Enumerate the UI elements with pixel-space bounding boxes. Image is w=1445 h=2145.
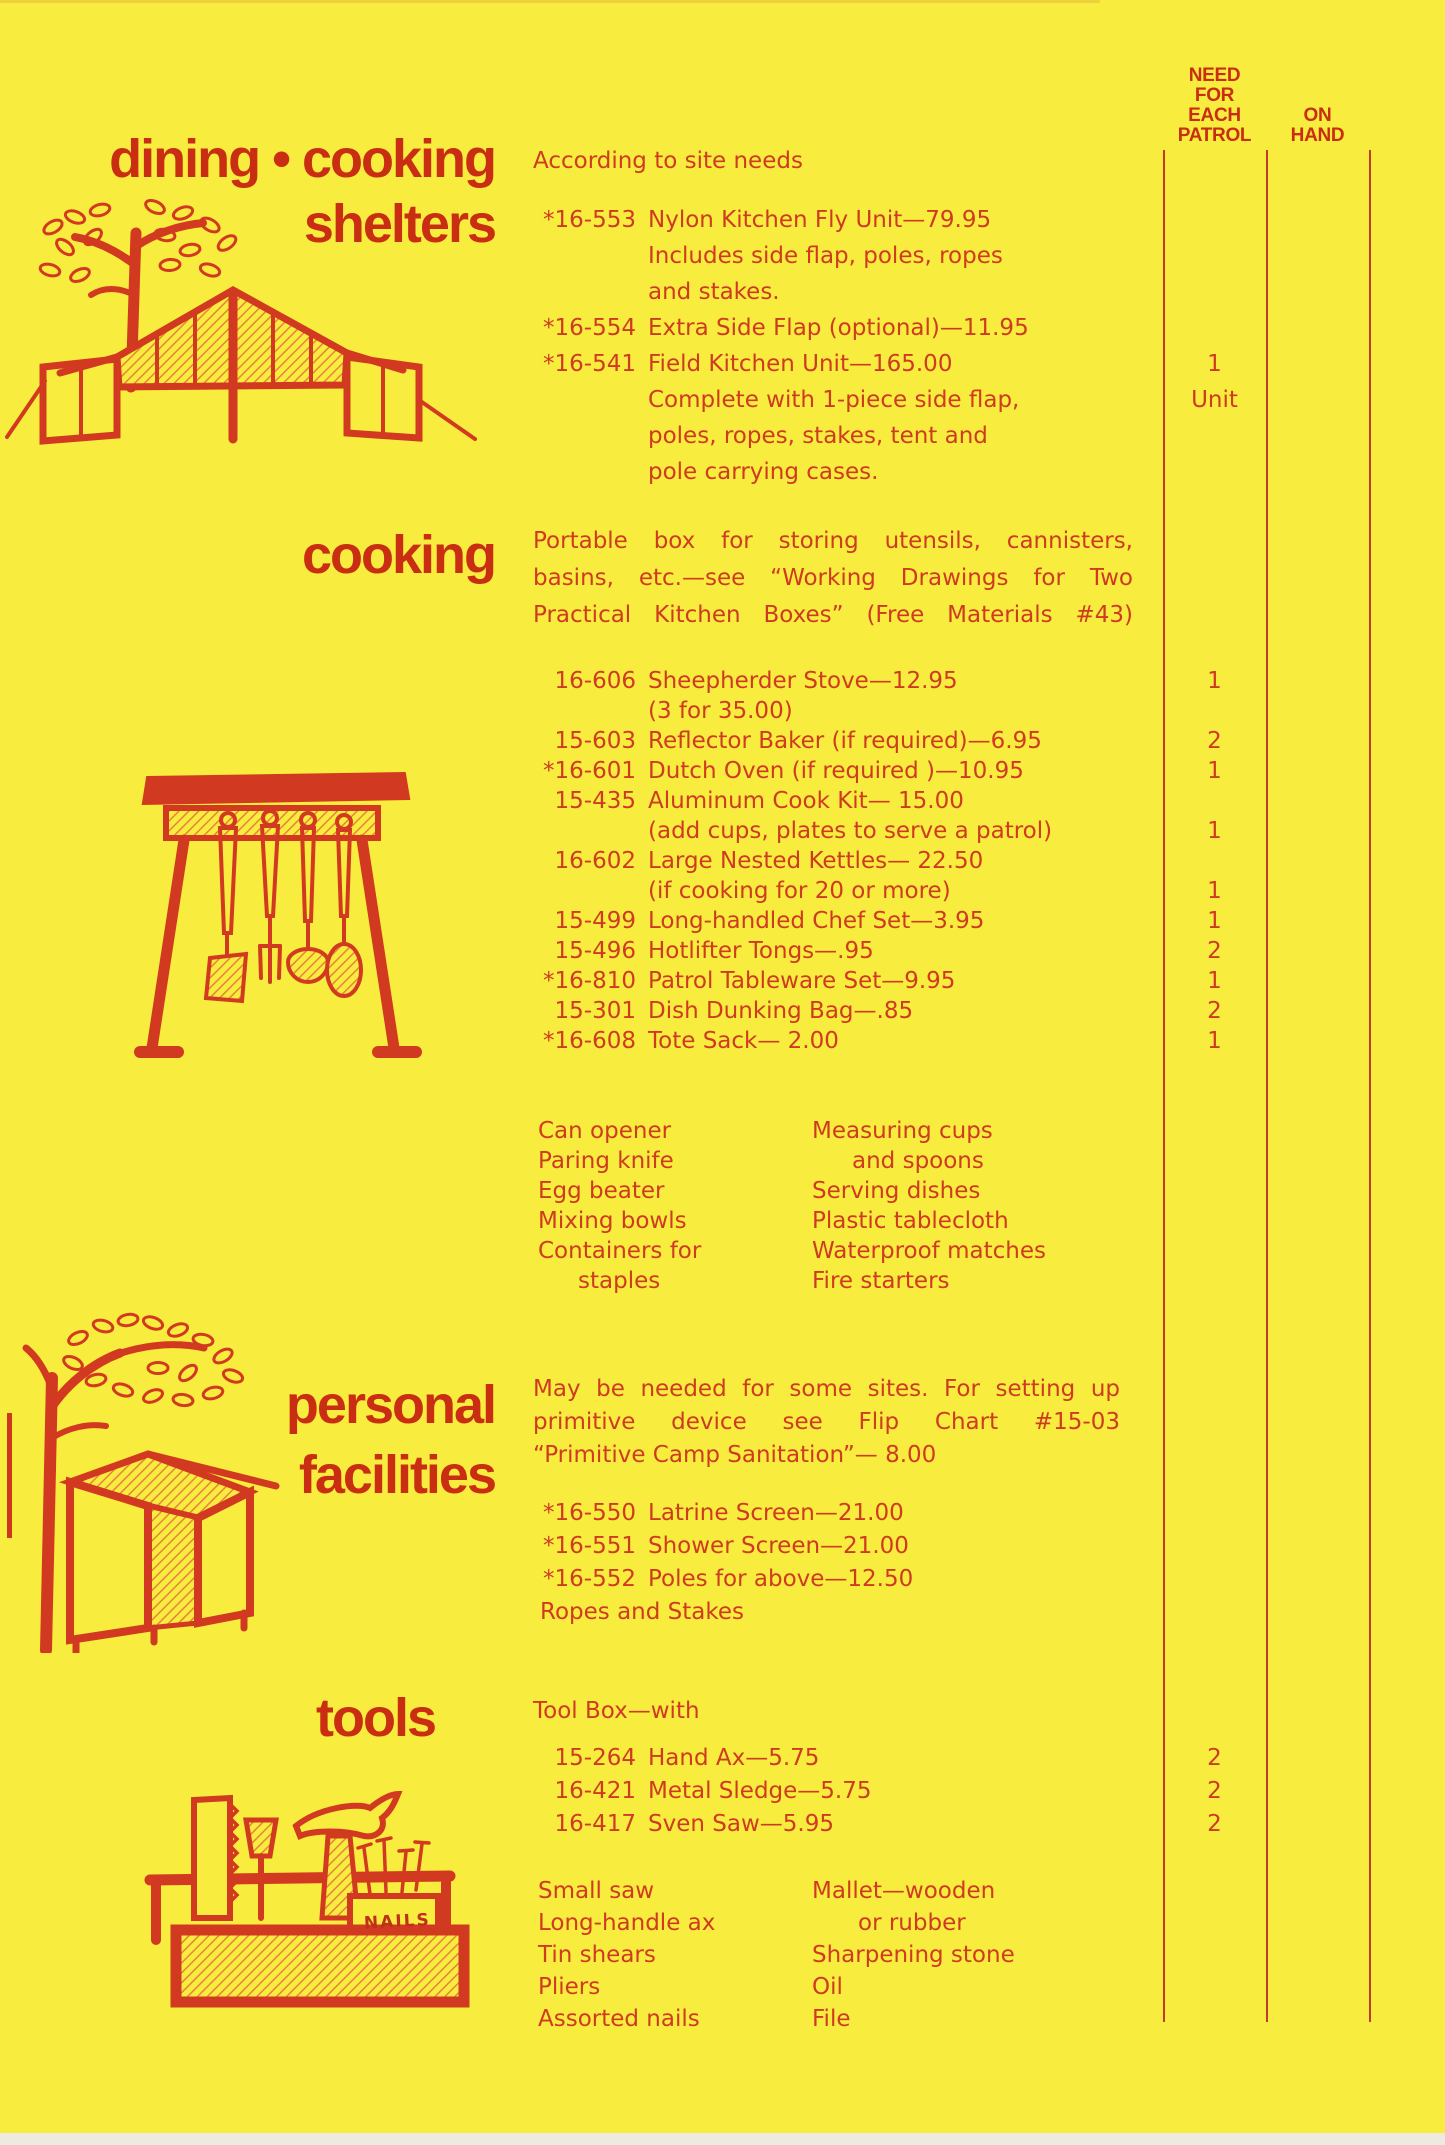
need-value: 1 (1207, 351, 1222, 377)
item-code: 15-435 (554, 788, 636, 814)
item-text: Dish Dunking Bag—.85 (648, 998, 914, 1024)
item-text: Sheepherder Stove—12.95 (648, 668, 958, 694)
list-item: Oil (812, 1974, 843, 2000)
toolbox-illustration (118, 1778, 483, 2023)
section-intro-line: “Primitive Camp Sanitation”— 8.00 (533, 1442, 937, 1468)
section-intro-shelters: According to site needs (533, 148, 803, 174)
item-text: Tote Sack— 2.00 (648, 1028, 839, 1054)
need-header-line: PATROL (1177, 125, 1252, 146)
item-code: 15-496 (554, 938, 636, 964)
need-header-line: EACH (1188, 105, 1241, 126)
item-text: Includes side flap, poles, ropes (648, 243, 1003, 269)
column-rule-middle (1266, 150, 1268, 2022)
need-value: 2 (1207, 1811, 1222, 1837)
item-code: 16-602 (554, 848, 636, 874)
section-heading-facilities-line2: facilities (298, 1445, 495, 1505)
nails-label: NAILS (363, 1910, 432, 1934)
item-code: *16-550 (543, 1500, 636, 1526)
item-text: poles, ropes, stakes, tent and (648, 423, 988, 449)
section-heading-facilities-line1: personal (285, 1375, 495, 1435)
need-value: 2 (1207, 938, 1222, 964)
list-item: Small saw (538, 1878, 655, 1904)
section-intro-tools: Tool Box—with (533, 1698, 700, 1724)
section-heading-shelters-line1: dining • cooking (109, 129, 495, 189)
need-value: 1 (1207, 908, 1222, 934)
need-value: 1 (1207, 878, 1222, 904)
list-item: Sharpening stone (812, 1942, 1015, 1968)
need-header-line: NEED (1188, 65, 1241, 86)
item-text: Metal Sledge—5.75 (648, 1778, 872, 1804)
list-item: Measuring cups (812, 1118, 993, 1144)
item-code: *16-554 (543, 315, 636, 341)
list-item: staples (578, 1268, 661, 1294)
section-intro-line: Practical Kitchen Boxes” (Free Materials #43) (533, 602, 1133, 628)
item-code: 16-417 (554, 1811, 636, 1837)
need-value: 2 (1207, 998, 1222, 1024)
need-value: 2 (1207, 1745, 1222, 1771)
item-text: Complete with 1-piece side flap, (648, 387, 1020, 413)
item-code: *16-601 (543, 758, 636, 784)
item-text: Reflector Baker (if required)—6.95 (648, 728, 1042, 754)
onhand-header-line: HAND (1290, 125, 1345, 146)
list-item: Pliers (538, 1974, 601, 2000)
item-code: *16-552 (543, 1566, 636, 1592)
list-item: Mixing bowls (538, 1208, 687, 1234)
section-heading-shelters-line2: shelters (303, 194, 495, 254)
list-item: or rubber (858, 1910, 966, 1936)
item-text: Latrine Screen—21.00 (648, 1500, 904, 1526)
item-text: (if cooking for 20 or more) (648, 878, 951, 904)
need-value: 1 (1207, 758, 1222, 784)
list-item: Tin shears (538, 1942, 656, 1968)
need-header-line: FOR (1194, 85, 1235, 106)
utensil-rack-illustration (132, 748, 432, 1068)
item-text: pole carrying cases. (648, 459, 879, 485)
item-text: Nylon Kitchen Fly Unit—79.95 (648, 207, 992, 233)
need-value: 1 (1207, 1028, 1222, 1054)
item-text: Large Nested Kettles— 22.50 (648, 848, 984, 874)
item-text: Extra Side Flap (optional)—11.95 (648, 315, 1029, 341)
item-code: *16-541 (543, 351, 636, 377)
need-column-header (1163, 66, 1266, 146)
list-item: Serving dishes (812, 1178, 981, 1204)
item-text: (add cups, plates to serve a patrol) (648, 818, 1053, 844)
item-text: Long-handled Chef Set—3.95 (648, 908, 985, 934)
section-heading-tools: tools (316, 1688, 435, 1748)
item-text: Poles for above—12.50 (648, 1566, 914, 1592)
item-code: 16-421 (554, 1778, 636, 1804)
item-code: *16-551 (543, 1533, 636, 1559)
item-code: 16-606 (554, 668, 636, 694)
dining-fly-tent-illustration (5, 195, 525, 465)
item-text: Shower Screen—21.00 (648, 1533, 909, 1559)
list-item: Can opener (538, 1118, 672, 1144)
section-intro-line: primitive device see Flip Chart #15-03 (533, 1409, 1120, 1435)
item-text: (3 for 35.00) (648, 698, 793, 724)
need-value: 1 (1207, 818, 1222, 844)
scan-edge-top (0, 0, 1100, 3)
need-value: 1 (1207, 668, 1222, 694)
item-text: and stakes. (648, 279, 780, 305)
item-code: *16-810 (543, 968, 636, 994)
item-text: Hotlifter Tongs—.95 (648, 938, 874, 964)
list-item: Waterproof matches (812, 1238, 1046, 1264)
list-item: File (812, 2006, 851, 2032)
section-heading-cooking: cooking (301, 525, 495, 585)
list-item: Assorted nails (538, 2006, 700, 2032)
list-item: and spoons (852, 1148, 984, 1174)
onhand-column-header (1266, 106, 1369, 146)
item-text: Aluminum Cook Kit— 15.00 (648, 788, 964, 814)
item-code: *16-553 (543, 207, 636, 233)
item-code: 15-301 (554, 998, 636, 1024)
list-item: Fire starters (812, 1268, 950, 1294)
list-item: Plastic tablecloth (812, 1208, 1009, 1234)
item-code: *16-608 (543, 1028, 636, 1054)
item-code: 15-603 (554, 728, 636, 754)
need-value: 2 (1207, 728, 1222, 754)
list-item: Mallet—wooden (812, 1878, 996, 1904)
need-value: 1 (1207, 968, 1222, 994)
item-text: Patrol Tableware Set—9.95 (648, 968, 956, 994)
item-text: Sven Saw—5.95 (648, 1811, 834, 1837)
item-text: Dutch Oven (if required )—10.95 (648, 758, 1024, 784)
scan-edge-bottom (0, 2133, 1445, 2145)
list-item: Paring knife (538, 1148, 674, 1174)
section-intro-line: May be needed for some sites. For setting up (533, 1376, 1120, 1402)
item-code: 15-499 (554, 908, 636, 934)
onhand-header-line: ON (1303, 105, 1332, 126)
section-intro-line: Portable box for storing utensils, cannisters, (533, 528, 1133, 554)
list-item: Long-handle ax (538, 1910, 716, 1936)
item-text: Ropes and Stakes (540, 1599, 744, 1625)
latrine-screen-illustration (8, 1268, 298, 1653)
item-text: Field Kitchen Unit—165.00 (648, 351, 953, 377)
item-code: 15-264 (554, 1745, 636, 1771)
section-intro-line: basins, etc.—see “Working Drawings for Two (533, 565, 1133, 591)
column-rule-right (1369, 150, 1371, 2022)
need-value: Unit (1191, 387, 1238, 413)
list-item: Containers for (538, 1238, 702, 1264)
need-value: 2 (1207, 1778, 1222, 1804)
column-rule-left (1163, 150, 1165, 2022)
item-text: Hand Ax—5.75 (648, 1745, 820, 1771)
list-item: Egg beater (538, 1178, 665, 1204)
